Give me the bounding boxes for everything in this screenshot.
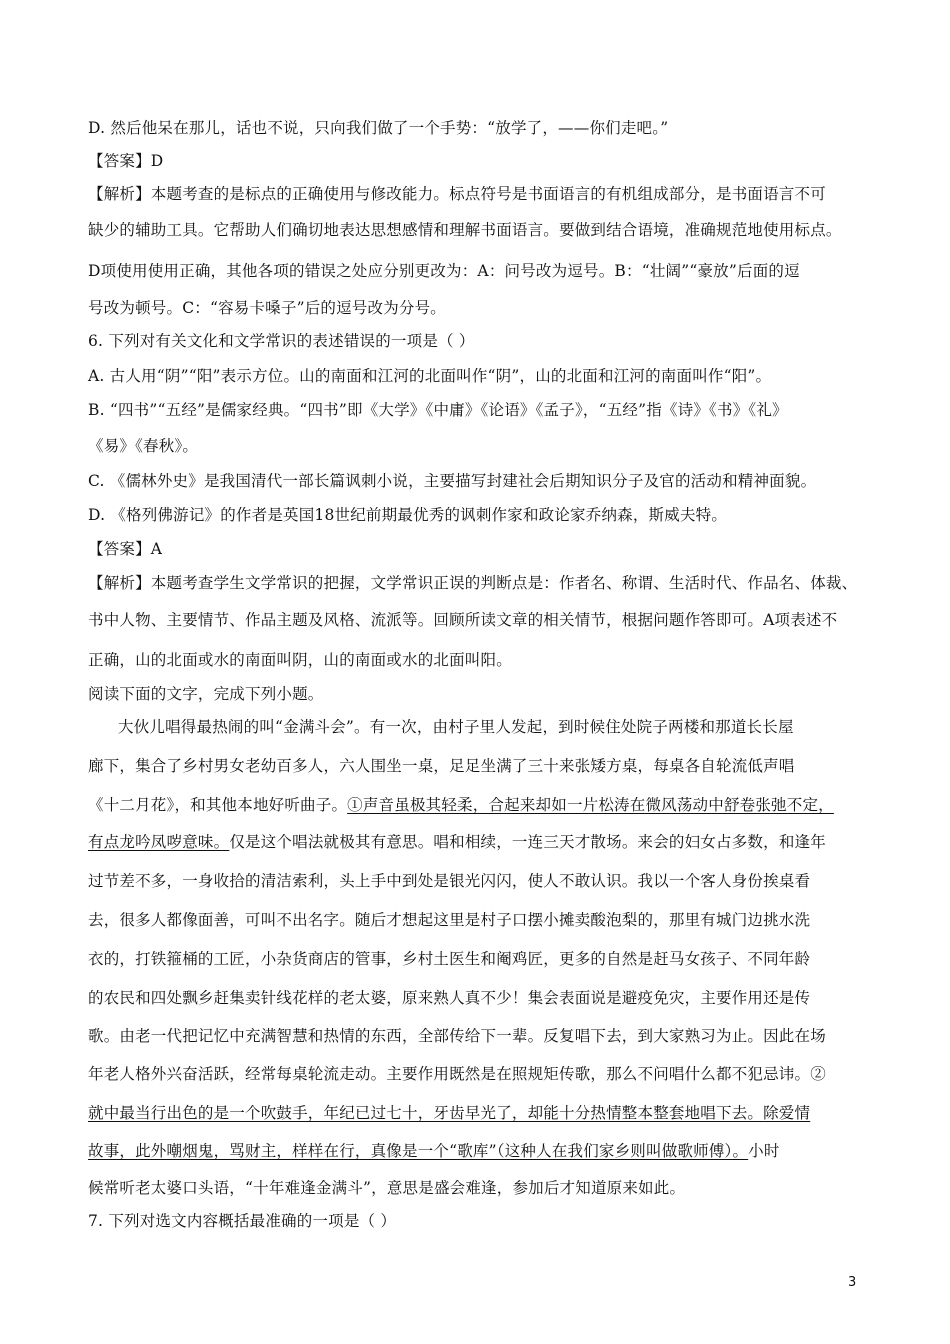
passage-line-10: 年老人格外兴奋活跃，经常每桌轮流走动。主要作用既然是在照规矩传歌，那么不问唱什么都不犯忌讳。② [88,1065,826,1083]
passage-line-11 [88,1103,810,1123]
passage-line-12-plain: 小时 [748,1142,780,1160]
q6-question: 6. 下列对有关文化和文学常识的表述错误的一项是（ ） [88,332,475,350]
q6-option-d: D. 《格列佛游记》的作者是英国18世纪前期最优秀的讽刺作家和政论家乔纳森，斯威夫特。 [88,506,728,524]
underlined-sentence-2: 就中最当行出色的是一个吹鼓手，年纪已过七十，牙齿早光了，却能十分热情整本整套地唱下去。 [88,1104,764,1122]
q5-analysis-line-3: D项使用使用正确，其他各项的错误之处应分别更改为：A：问号改为逗号。B：“壮阔”“豪放”后面的逗 [88,262,800,280]
q6-option-b-line-2: 《易》《春秋》。 [88,437,199,455]
q6-option-c: C. 《儒林外史》是我国清代一部长篇讽刺小说，主要描写封建社会后期知识分子及官的活动和精神面貌。 [88,472,817,490]
underlined-sentence-3-part-2: 故事，此外嘲烟鬼，骂财主，样样在行，真像是一个“歌库”（这种人在我们家乡则叫做歌师傅）。 [88,1142,749,1160]
q6-option-b-line-1: B. “四书”“五经”是儒家经典。“四书”即《大学》《中庸》《论语》《孟子》，“五经”指《诗》《书》《礼》 [88,401,788,419]
underlined-sentence-1-part-2: 有点龙吟凤哕意味。 [88,833,230,851]
q6-option-a: A. 古人用“阴”“阳”表示方位。山的南面和江河的北面叫作“阴”，山的北面和江河的南面叫作“阳”。 [88,367,772,385]
passage-line-6: 去，很多人都像面善，可叫不出名字。随后才想起这里是村子口摆小摊卖酸泡梨的，那里有城门边挑水洗 [88,911,811,929]
passage-line-5: 过节差不多，一身收拾的清洁索利，头上手中到处是银光闪闪，使人不敢认识。我以一个客人身份挨桌看 [88,872,811,890]
passage-line-2: 廊下，集合了乡村男女老幼百多人，六人围坐一桌，足足坐满了三十来张矮方桌，每桌各自轮流低声唱 [88,757,795,775]
passage-line-9: 歌。由老一代把记忆中充满智慧和热情的东西，全部传给下一辈。反复唱下去，到大家熟习为止。因此在场 [88,1027,826,1045]
underlined-sentence-3-part-1: 除爱情 [763,1104,811,1122]
passage-line-4 [88,832,826,852]
q6-analysis-line-1: 【解析】本题考查学生文学常识的把握，文学常识正误的判断点是：作者名、称谓、生活时代、作品名、体裁、 [88,574,858,592]
passage-line-12 [88,1141,780,1161]
q6-answer: 【答案】A [88,540,163,558]
passage-line-8: 的农民和四处飘乡赶集卖针线花样的老太婆，原来熟人真不少！集会表面说是避疫免灾，主要作用还是传 [88,989,811,1007]
q6-analysis-line-2: 书中人物、主要情节、作品主题及风格、流派等。回顾所读文章的相关情节，根据问题作答即可。A项表述不 [88,611,838,629]
q5-analysis-line-4: 号改为顿号。C：“容易卡嗓子”后的逗号改为分号。 [88,299,447,317]
passage-line-4-plain: 仅是这个唱法就极其有意思。唱和相续，一连三天才散场。来会的妇女占多数，和逢年 [229,833,826,851]
underlined-sentence-1-part-1: ①声音虽极其轻柔，合起来却如一片松涛在微风荡动中舒卷张弛不定， [347,796,834,814]
page-number: 3 [848,1275,857,1290]
passage-line-3-plain: 《十二月花》，和其他本地好听曲子。 [88,796,348,814]
q5-option-d: D. 然后他呆在那儿，话也不说，只向我们做了一个手势：“放学了，——你们走吧。” [88,119,669,137]
passage-line-13: 候常听老太婆口头语，“十年难逢金满斗”，意思是盛会难逢，参加后才知道原来如此。 [88,1179,686,1197]
q7-question: 7. 下列对选文内容概括最准确的一项是（ ） [88,1212,397,1230]
q6-analysis-line-3: 正确，山的北面或水的南面叫阴，山的南面或水的北面叫阳。 [88,651,512,669]
passage-line-7: 衣的，打铁箍桶的工匠，小杂货商店的管事，乡村土医生和阉鸡匠，更多的自然是赶马女孩子、不同年龄 [88,950,811,968]
passage-line-3 [88,795,834,815]
q5-analysis-line-2: 缺少的辅助工具。它帮助人们确切地表达思想感情和理解书面语言。要做到结合语境，准确规范地使用标点。 [88,221,842,239]
reading-intro: 阅读下面的文字，完成下列小题。 [88,685,324,703]
q5-analysis-line-1: 【解析】本题考查的是标点的正确使用与修改能力。标点符号是书面语言的有机组成部分，是书面语言不可 [88,185,826,203]
q5-answer: 【答案】D [88,152,164,170]
passage-line-1: 大伙儿唱得最热闹的叫“金满斗会”。有一次，由村子里人发起，到时候住处院子两楼和那道长长屋 [118,718,794,736]
